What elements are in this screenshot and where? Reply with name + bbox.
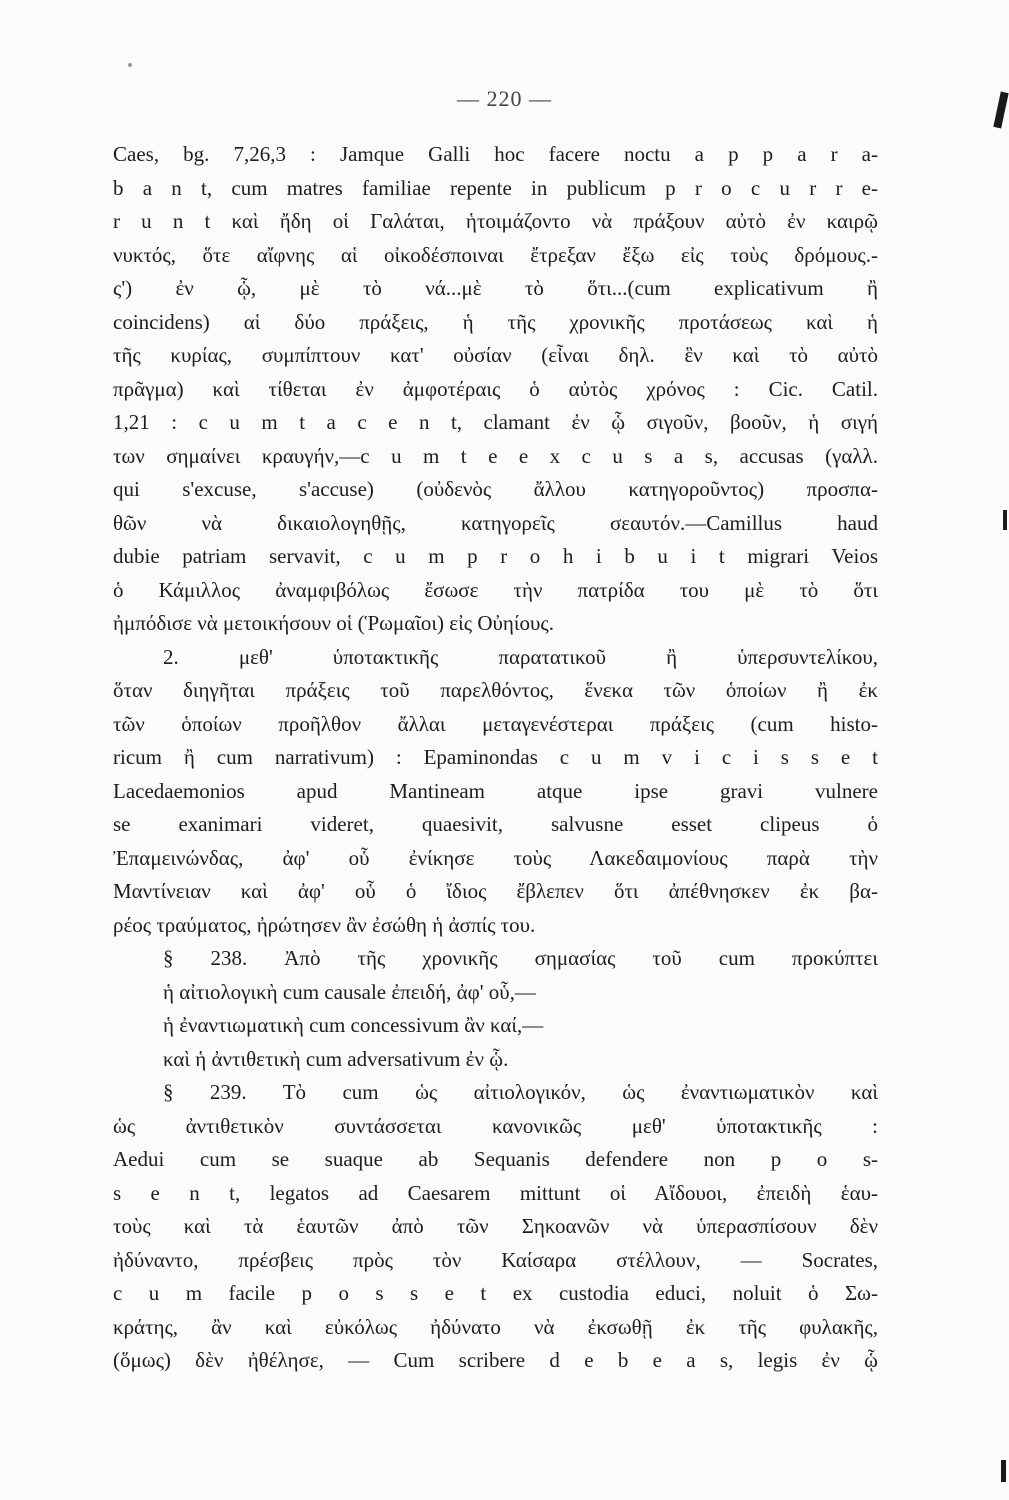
text-line: ricum ἢ cum narrativum) : Epaminondas c u m v i c i s s e t [113,745,878,769]
text-line: c u m facile p o s s e t ex custodia educi, noluit ὁ Σω- [113,1281,878,1305]
text-line: Μαντίνειαν καὶ ἀφ' οὗ ὁ ἴδιος ἔβλεπεν ὅτι ἀπέθνησκεν ἐκ βα- [113,879,878,903]
section-heading: 2. μεθ' ὑποτακτικῆς παρατατικοῦ ἢ ὑπερσυντελίκου, [163,644,878,669]
text-line: τῆς κυρίας, συμπίπτουν κατ' οὐσίαν (εἶναι δηλ. ἓν καὶ τὸ αὐτὸ [113,343,878,367]
page-number: — 220 — [457,86,552,111]
text-line: qui s'excuse, s'accuse) (οὐδενὸς ἄλλου κατηγοροῦντος) προσπα- [113,477,878,501]
text-line: Caes, bg. 7,26,3 : Jamque Galli hoc facere noctu a p p a r a- [113,142,878,166]
text-line: νυκτός, ὅτε αἴφνης αἱ οἰκοδέσποιναι ἔτρεξαν ἔξω εἰς τοὺς δρόμους.- [113,242,878,267]
list-item: ἡ αἰτιολογικὴ cum causale ἐπειδή, ἀφ' οὗ,— [163,979,536,1004]
text-line: ὅταν διηγῆται πράξεις τοῦ παρελθόντος, ἕνεκα τῶν ὁποίων ἢ ἐκ [113,678,878,702]
margin-ink-mark [1001,1460,1006,1482]
text-line: s e n t, legatos ad Caesarem mittunt οἱ Αἴδουοι, ἐπειδὴ ἑαυ- [113,1180,878,1205]
body-text [113,138,878,1378]
text-line: ς') ἐν ᾧ, μὲ τὸ νά...μὲ τὸ ὅτι...(cum explicativum ἢ [113,276,878,300]
text-line: ρέος τραύματος, ἠρώτησεν ἂν ἐσώθη ἡ ἀσπίς του. [113,912,536,937]
text-line: coincidens) αἱ δύο πράξεις, ἡ τῆς χρονικῆς προτάσεως καὶ ἡ [113,309,878,334]
text-line: θῶν νὰ δικαιολογηθῇς, κατηγορεῖς σεαυτόν.—Camillus haud [113,510,878,535]
text-line: ἠμπόδισε νὰ μετοικήσουν οἱ (Ῥωμαῖοι) εἰς Οὐηίους. [113,611,554,635]
text-line: se exanimari videret, quaesivit, salvusne esset clipeus ὁ [113,812,878,836]
text-line: (ὅμως) δὲν ἠθέλησε, — Cum scribere d e b e a s, legis ἐν ᾧ [113,1348,878,1372]
scan-speck [128,63,132,67]
text-line: πρᾶγμα) καὶ τίθεται ἐν ἀμφοτέραις ὁ αὐτὸς χρόνος : Cic. Catil. [113,376,878,401]
margin-ink-mark [1003,510,1007,530]
text-line: τῶν ὁποίων προῆλθον ἄλλαι μεταγενέστεραι πράξεις (cum histo- [113,711,878,736]
text-line: 1,21 : c u m t a c e n t, clamant ἐν ᾧ σιγοῦν, βοοῦν, ἡ σιγή [113,410,878,434]
text-line: τοὺς καὶ τὰ ἑαυτῶν ἀπὸ τῶν Σηκοανῶν νὰ ὑπερασπίσουν δὲν [113,1214,878,1238]
text-line: Ἐπαμεινώνδας, ἀφ' οὗ ἐνίκησε τοὺς Λακεδαιμονίους παρὰ τὴν [113,845,878,870]
list-item: καὶ ἡ ἀντιθετικὴ cum adversativum ἐν ᾧ. [163,1046,509,1071]
section-238-heading: § 238. Ἀπὸ τῆς χρονικῆς σημασίας τοῦ cum προκύπτει [163,946,878,970]
text-line: ὡς ἀντιθετικὸν συντάσσεται κανονικῶς μεθ' ὑποτακτικῆς : [113,1113,878,1138]
text-line: Lacedaemonios apud Mantineam atque ipse gravi vulnere [113,778,878,803]
text-line: των σημαίνει κραυγήν,—c u m t e e x c u s a s, accusas (γαλλ. [113,443,878,468]
text-line: r u n t καὶ ἤδη οἱ Γαλάται, ἡτοιμάζοντο νὰ πράξουν αὐτὸ ἐν καιρῷ [113,209,878,233]
text-line: dubie patriam servavit, c u m p r o h i b u i t migrari Veios [113,544,878,568]
text-line: Aedui cum se suaque ab Sequanis defendere non p o s- [113,1147,878,1171]
text-line: b a n t, cum matres familiae repente in publicum p r o c u r r e- [113,175,878,200]
text-line: ἠδύναντο, πρέσβεις πρὸς τὸν Καίσαρα στέλλουν, — Socrates, [113,1247,878,1272]
list-item: ἡ ἐναντιωματικὴ cum concessivum ἂν καί,— [163,1013,544,1037]
text-line: ὁ Κάμιλλος ἀναμφιβόλως ἔσωσε τὴν πατρίδα του μὲ τὸ ὅτι [113,577,878,602]
section-239-heading: § 239. Τὸ cum ὡς αἰτιολογικόν, ὡς ἐναντιωματικὸν καὶ [163,1080,878,1104]
text-line: κράτης, ἂν καὶ εὐκόλως ἠδύνατο νὰ ἐκσωθῇ ἐκ τῆς φυλακῆς, [113,1314,878,1339]
